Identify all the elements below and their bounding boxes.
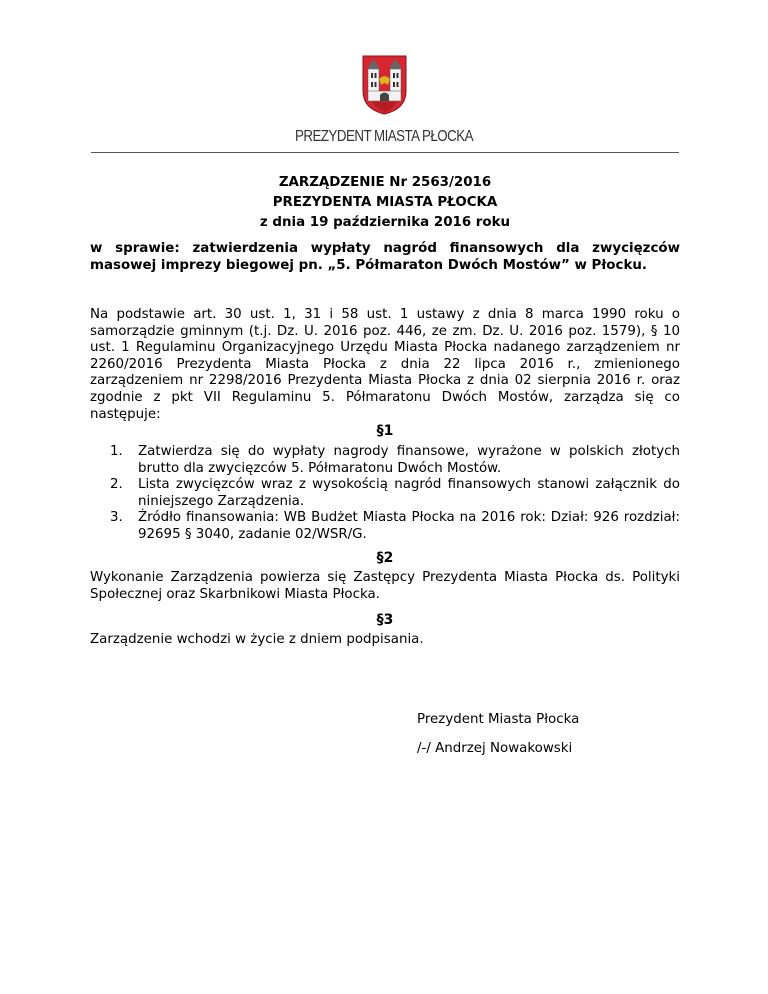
list-item-number: 1. [110, 444, 123, 459]
office-header-title: PREZYDENT MIASTA PŁOCKA [294, 128, 474, 145]
document-subject: w sprawie: zatwierdzenia wypłaty nagród finansowych dla zwycięzców masowej imprezy biegowej pn. „5. Półmaraton Dwóch Mostów” w Płocku. [90, 241, 680, 273]
header-divider [91, 152, 679, 153]
document-title [90, 173, 680, 233]
section-1-list [90, 444, 680, 544]
list-item [90, 444, 680, 477]
section-heading-2: §2 [376, 550, 394, 566]
title-line: PREZYDENTA MIASTA PŁOCKA [272, 195, 498, 210]
list-item-number: 3. [110, 510, 123, 526]
legal-basis-paragraph: Na podstawie art. 30 ust. 1, 31 i 58 ust. 1 ustawy z dnia 8 marca 1990 roku o samorządzie gminnym (t.j. Dz. U. 2016 poz. 446, ze zm. Dz. U. 2016 poz. 1579), § 10 ust. 1 Regulaminu Organizacyjnego Urzędu Miasta Płocka nadanego zarządzeniem nr 2260/2016 Prezydenta Miasta Płocka z dnia 22 lipca 2016 r., zmienionego zarządzeniem nr 2298/2016 Prezydenta Miasta Płocka z dnia 02 sierpnia 2016 r. oraz zgodnie z pkt VII Regulaminu 5. Półmaratonu Dwóch Mostów, zarządza się co następuje: [90, 307, 680, 422]
signature-name: /-/ Andrzej Nowakowski [417, 741, 573, 756]
signature-title: Prezydent Miasta Płocka [417, 712, 580, 727]
section-2-text: Wykonanie Zarządzenia powierza się Zastępcy Prezydenta Miasta Płocka ds. Polityki Społecznej oraz Skarbnikowi Miasta Płocka. [90, 570, 680, 602]
list-item-text: Zatwierdza się do wypłaty nagrody finansowe, wyrażone w polskich złotych brutto dla zwycięzców 5. Półmaratonu Dwóch Mostów. [138, 444, 680, 476]
city-coat-of-arms-icon [362, 55, 407, 115]
section-heading-1: §1 [376, 423, 394, 439]
list-item-text: Lista zwycięzców wraz z wysokością nagród finansowych stanowi załącznik do niniejszego Zarządzenia. [138, 477, 680, 509]
title-line: ZARZĄDZENIE Nr 2563/2016 [278, 175, 492, 190]
title-line: z dnia 19 października 2016 roku [259, 215, 511, 230]
list-item [90, 510, 680, 543]
list-item-number: 2. [110, 477, 123, 493]
list-item-text: Źródło finansowania: WB Budżet Miasta Płocka na 2016 rok: Dział: 926 rozdział: 92695 § 3040, zadanie 02/WSR/G. [138, 510, 680, 542]
section-heading-3: §3 [376, 612, 394, 628]
list-item [90, 477, 680, 510]
section-3-text: Zarządzenie wchodzi w życie z dniem podpisania. [90, 632, 424, 647]
